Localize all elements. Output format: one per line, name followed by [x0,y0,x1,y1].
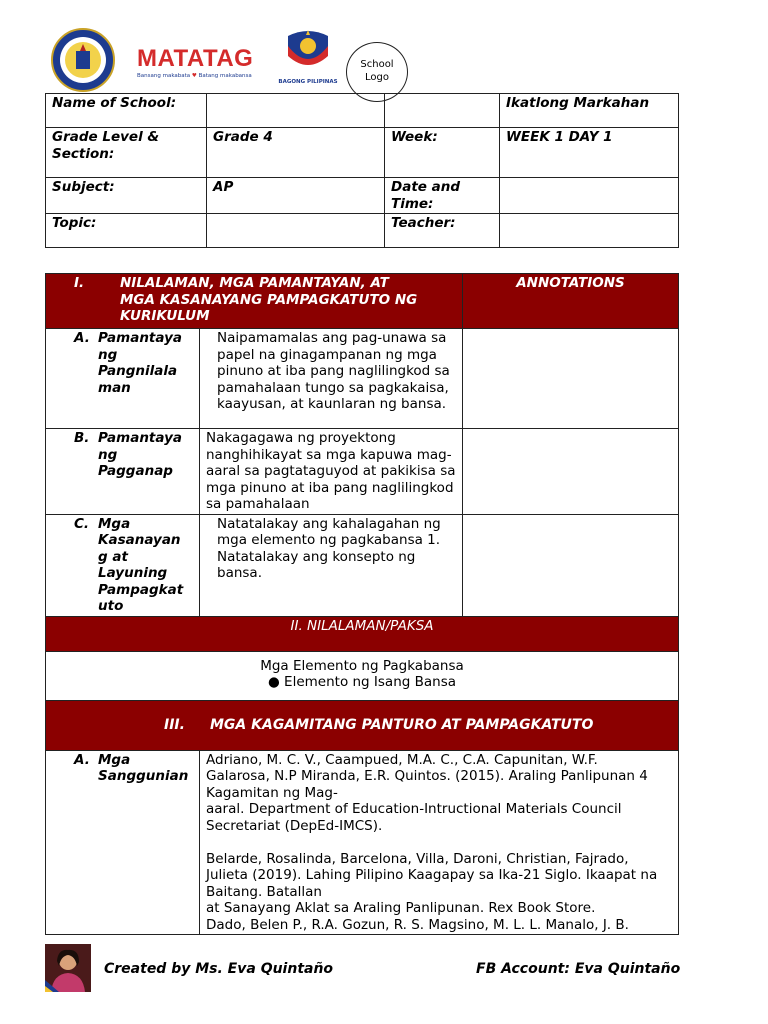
ref-line: Secretariat (DepEd-IMCS). [206,817,383,834]
subject-label: Subject: [46,178,207,214]
lesson-table [45,273,679,935]
references [200,750,679,935]
section1-title: NILALAMAN, MGA PAMANTAYAN, AT MGA KASANAYANG PAMPAGKATUTO NG KURIKULUM [120,275,418,324]
row-b-letter: B. [74,430,90,446]
row-c-label: Mga Kasanayan g at Layuning Pampagkat uto [98,515,184,614]
teacher-value [500,214,679,248]
ref-line: Kagamitan ng Mag- [206,784,338,801]
section2-title: II. NILALAMAN/PAKSA [290,617,434,634]
section1-header [46,274,463,329]
heart-icon: ♥ [191,73,197,79]
matatag-wordmark: MATATAG [137,45,254,72]
school-label: Name of School: [46,94,207,128]
section2-line2: ● Elemento ng Isang Bansa [267,674,457,690]
bagong-pilipinas-text: BAGONG PILIPINAS [278,79,338,85]
row-b-label-cell [46,429,200,515]
ref-line: aaral. Department of Education-Intructional Materials Council [206,801,622,817]
row-c-label-cell [46,514,200,616]
ref-line: Belarde, Rosalinda, Barcelona, Villa, Daroni, Christian, Fajrado, [206,850,629,867]
row-a-label-cell [46,329,200,429]
row-b-label: Pamantaya ng Pagganap [98,430,182,479]
annotations-header: ANNOTATIONS [463,274,679,329]
grade-label: Grade Level & Section: [46,128,207,178]
section3-header [46,700,679,750]
author-photo [45,944,91,992]
ref-line: Julieta (2019). Lahing Pilipino Kaagapay sa Ika-21 Siglo. Ikaapat na [206,867,658,883]
section3-title: MGA KAGAMITANG PANTURO AT PAMPAGKATUTO [210,716,594,733]
section2-line1: Mga Elemento ng Pagkabansa [260,657,464,674]
row-c-content: Natatalakay ang kahalagahan ng mga elemento ng pagkabansa 1. Natatalakay ang konsepto ng bansa. [200,514,463,616]
section1-num: I. [74,275,85,291]
date-value [500,178,679,214]
info-table [45,93,679,248]
section2-header [46,616,679,651]
ref-line: Galarosa, N.P Miranda, E.R. Quintos. (2015). Araling Panlipunan 4 [206,768,648,784]
bagong-pilipinas-logo [276,26,340,86]
grade-value: Grade 4 [207,128,385,178]
deped-seal [50,27,116,93]
school-value [207,94,385,128]
school-logo-text-2: Logo [365,72,389,83]
row-a-annotation [463,329,679,429]
ref-line: Adriano, M. C. V., Caampued, M.A. C., C.A. Capunitan, W.F. [206,751,598,768]
footer-fb-account: FB Account: Eva Quintaño [476,961,681,977]
row-b-content: Nakagagawa ng proyektong nanghihikayat sa mga kapuwa mag-aaral sa pagtataguyod at pakikisa sa mga pinuno at iba pang naglilingkod sa pamahalaan [200,429,463,515]
week-label: Week: [385,128,500,178]
teacher-label: Teacher: [385,214,500,248]
topic-value [207,214,385,248]
matatag-logo [137,46,257,86]
date-label: Date and Time: [385,178,500,214]
ref-letter: A. [74,751,90,768]
subject-value: AP [207,178,385,214]
week-value: WEEK 1 DAY 1 [500,128,679,178]
matatag-tagline-right: Batang makabansa [198,73,252,79]
footer-created-by: Created by Ms. Eva Quintaño [104,961,334,977]
quarter-value: Ikatlong Markahan [500,94,679,128]
ref-label-cell [46,750,200,935]
row-c-annotation [463,514,679,616]
ref-line: Baitang. Batallan [206,883,322,900]
ref-label: Mga Sanggunian [98,751,189,784]
row-a-letter: A. [74,330,90,346]
row-a-content: Naipamamalas ang pag-unawa sa papel na ginagampanan ng mga pinuno at iba pang naglilingkod sa pamahalaan tungo sa pagkakaisa, kaayusan, at kaunlaran ng bansa. [200,329,463,429]
row-c-letter: C. [74,515,90,532]
school-logo-text-1: School [360,59,394,70]
row-a-label: Pamantaya ng Pangnilala man [98,330,182,396]
row-b-annotation [463,429,679,515]
ref-line: Dado, Belen P., R.A. Gozun, R. S. Magsino, M. L. L. Manalo, J. B. [206,916,629,933]
matatag-tagline-left: Bansang makabata [137,73,191,79]
section3-num: III. [164,716,185,733]
section2-content [46,651,679,700]
ref-line [206,834,672,851]
blank-cell [385,94,500,128]
ref-line: at Sanayang Aklat sa Araling Panlipunan. Rex Book Store. [206,900,596,916]
topic-label: Topic: [46,214,207,248]
